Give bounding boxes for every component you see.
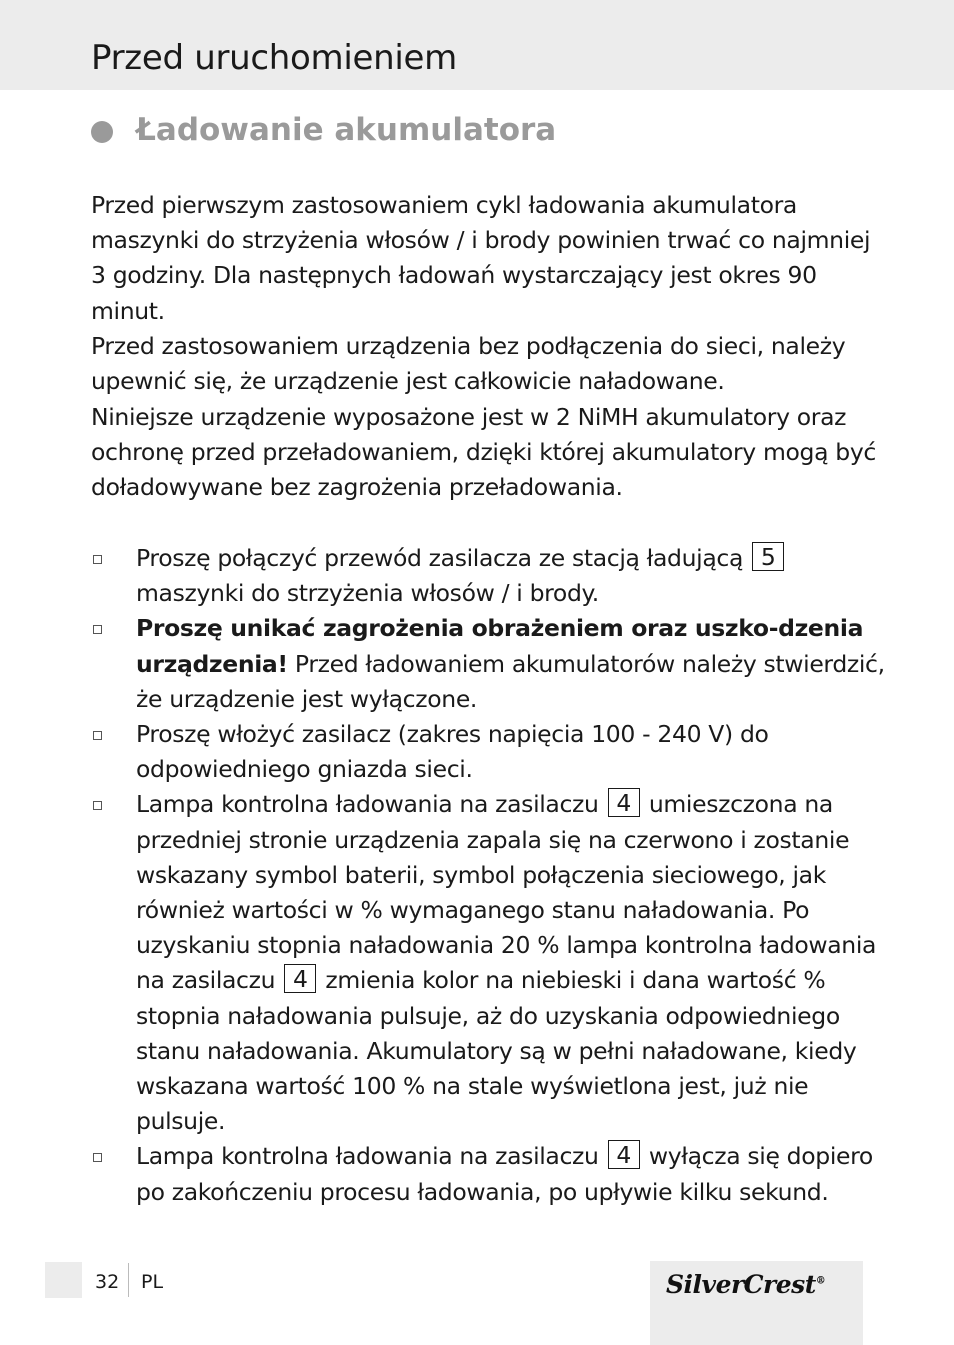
list-item bbox=[91, 611, 891, 717]
checkbox-icon bbox=[93, 1153, 102, 1162]
step-text: Przed ładowaniem akumulatorów należy stwierdzić, że urządzenie jest wyłączone. bbox=[136, 649, 885, 713]
footer-box bbox=[45, 1262, 82, 1298]
intro-text-1b: Przed zastosowaniem urządzenia bez podłączenia do sieci, należy upewnić się, że urządzenie jest całkowicie naładowane. bbox=[91, 331, 846, 396]
intro-paragraph-2: Niniejsze urządzenie wyposażone jest w 2 NiMH akumulatory oraz ochronę przed przeładowaniem, dzięki której akumulatory mogą być doładowywane bez zagrożenia przeładowania. bbox=[91, 403, 876, 502]
footer-divider bbox=[128, 1263, 129, 1297]
language-code: PL bbox=[141, 1271, 164, 1293]
list-item bbox=[91, 1139, 891, 1209]
page-title: Przed uruchomieniem bbox=[91, 38, 457, 78]
section-bullet-icon bbox=[91, 121, 113, 143]
steps-list bbox=[91, 541, 891, 1210]
step-text: wyłącza się dopiero po zakończeniu procesu ładowania, po upływie kilku sekund. bbox=[136, 1142, 873, 1206]
step-text: Lampa kontrolna ładowania na zasilaczu bbox=[136, 1142, 599, 1171]
reference-number: 4 bbox=[608, 1140, 640, 1169]
step-text: Proszę połączyć przewód zasilacza ze stacją ładującą bbox=[136, 544, 744, 572]
reference-number: 4 bbox=[284, 964, 316, 993]
step-text: Lampa kontrolna ładowania na zasilaczu bbox=[136, 790, 599, 819]
brand-logo bbox=[666, 1270, 825, 1299]
list-item bbox=[91, 541, 891, 611]
section-title: Ładowanie akumulatora bbox=[136, 112, 557, 148]
step-text: umieszczona na przedniej stronie urządzenia zapala się na czerwono i zostanie wskazany symbol baterii, symbol połączenia sieciowego, jak również wartości w % wymaganego stanu naładowania. Po uzyskaniu stopnia naładowania 20 % lampa kontrolna ładowania na zasilaczu bbox=[136, 790, 877, 995]
list-item bbox=[91, 787, 891, 1139]
registered-mark: ® bbox=[815, 1275, 826, 1287]
step-text: Proszę włożyć zasilacz (zakres napięcia 100 - 240 V) do odpowiedniego gniazda sieci. bbox=[136, 720, 769, 784]
brand-name: SilverCrest bbox=[666, 1270, 816, 1299]
checkbox-icon bbox=[93, 731, 102, 740]
step-text: zmienia kolor na niebieski i dana wartość % stopnia naładowania pulsuje, aż do uzyskania odpowiedniego stanu naładowania. Akumulatory są w pełni naładowane, kiedy wskazana wartość 100 % na stale wyświetlona jest, już nie pulsuje. bbox=[136, 966, 857, 1136]
intro-paragraph-1 bbox=[91, 188, 881, 399]
reference-number: 4 bbox=[608, 788, 640, 817]
list-item bbox=[91, 717, 891, 787]
checkbox-icon bbox=[93, 625, 102, 634]
step-text: maszynki do strzyżenia włosów / i brody. bbox=[136, 579, 599, 608]
checkbox-icon bbox=[93, 555, 102, 564]
intro-text-1: Przed pierwszym zastosowaniem cykl ładowania akumulatora maszynki do strzyżenia włosów / i brody powinien trwać co najmniej 3 godziny. Dla następnych ładowań wystarczający jest okres 90 minut. bbox=[91, 191, 871, 325]
reference-number: 5 bbox=[752, 542, 784, 571]
checkbox-icon bbox=[93, 801, 102, 810]
page-number: 32 bbox=[95, 1271, 120, 1293]
warning-text: Proszę unikać zagrożenia obrażeniem oraz uszko-dzenia urządzenia! bbox=[136, 614, 864, 678]
